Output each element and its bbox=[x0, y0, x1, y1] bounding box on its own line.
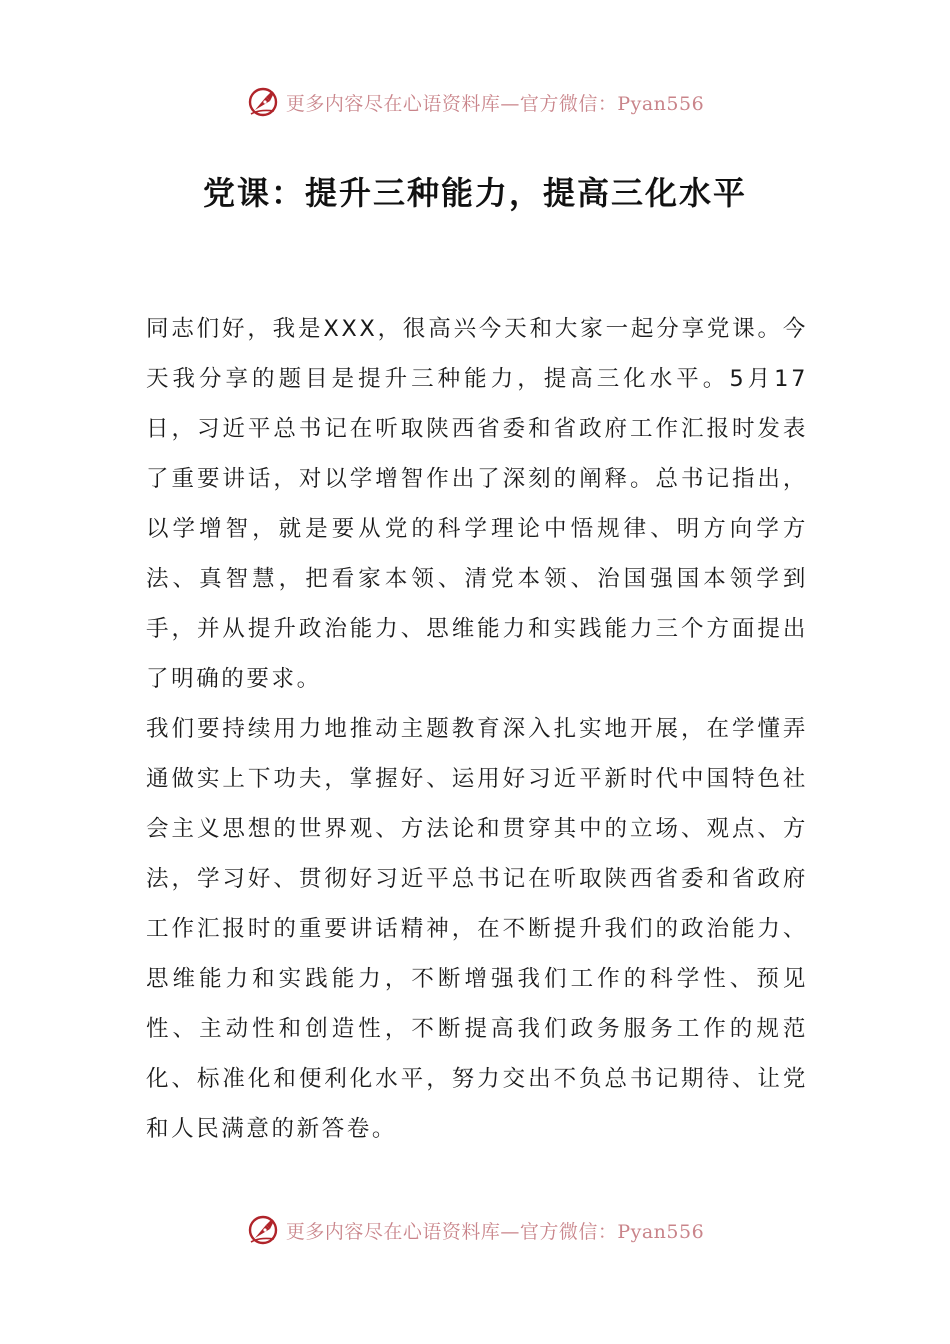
pen-nib-logo-icon bbox=[246, 1213, 280, 1247]
header-banner-text: 更多内容尽在心语资料库—官方微信：Pyan556 bbox=[285, 92, 705, 115]
footer-banner-text: 更多内容尽在心语资料库—官方微信：Pyan556 bbox=[285, 1220, 705, 1243]
pen-nib-logo-icon bbox=[246, 85, 280, 119]
document-body bbox=[146, 304, 808, 1154]
paragraph-1: 同志们好，我是XXX，很高兴今天和大家一起分享党课。今天我分享的题目是提升三种能力，提高三化水平。5月17日，习近平总书记在听取陕西省委和省政府工作汇报时发表了重要讲话，对以学增智作出了深刻的阐释。总书记指出，以学增智，就是要从党的科学理论中悟规律、明方向学方法、真智慧，把看家本领、清党本领、治国强国本领学到手，并从提升政治能力、思维能力和实践能力三个方面提出了明确的要求。 bbox=[146, 316, 808, 692]
page-title: 党课：提升三种能力，提高三化水平 bbox=[202, 174, 747, 212]
paragraph-2: 我们要持续用力地推动主题教育深入扎实地开展，在学懂弄通做实上下功夫，掌握好、运用好习近平新时代中国特色社会主义思想的世界观、方法论和贯穿其中的立场、观点、方法，学习好、贯彻好习近平总书记在听取陕西省委和省政府工作汇报时的重要讲话精神，在不断提升我们的政治能力、思维能力和实践能力，不断增强我们工作的科学性、预见性、主动性和创造性，不断提高我们政务服务工作的规范化、标准化和便利化水平，努力交出不负总书记期待、让党和人民满意的新答卷。 bbox=[146, 716, 808, 1142]
footer-banner bbox=[0, 1210, 950, 1250]
header-banner bbox=[0, 82, 950, 122]
